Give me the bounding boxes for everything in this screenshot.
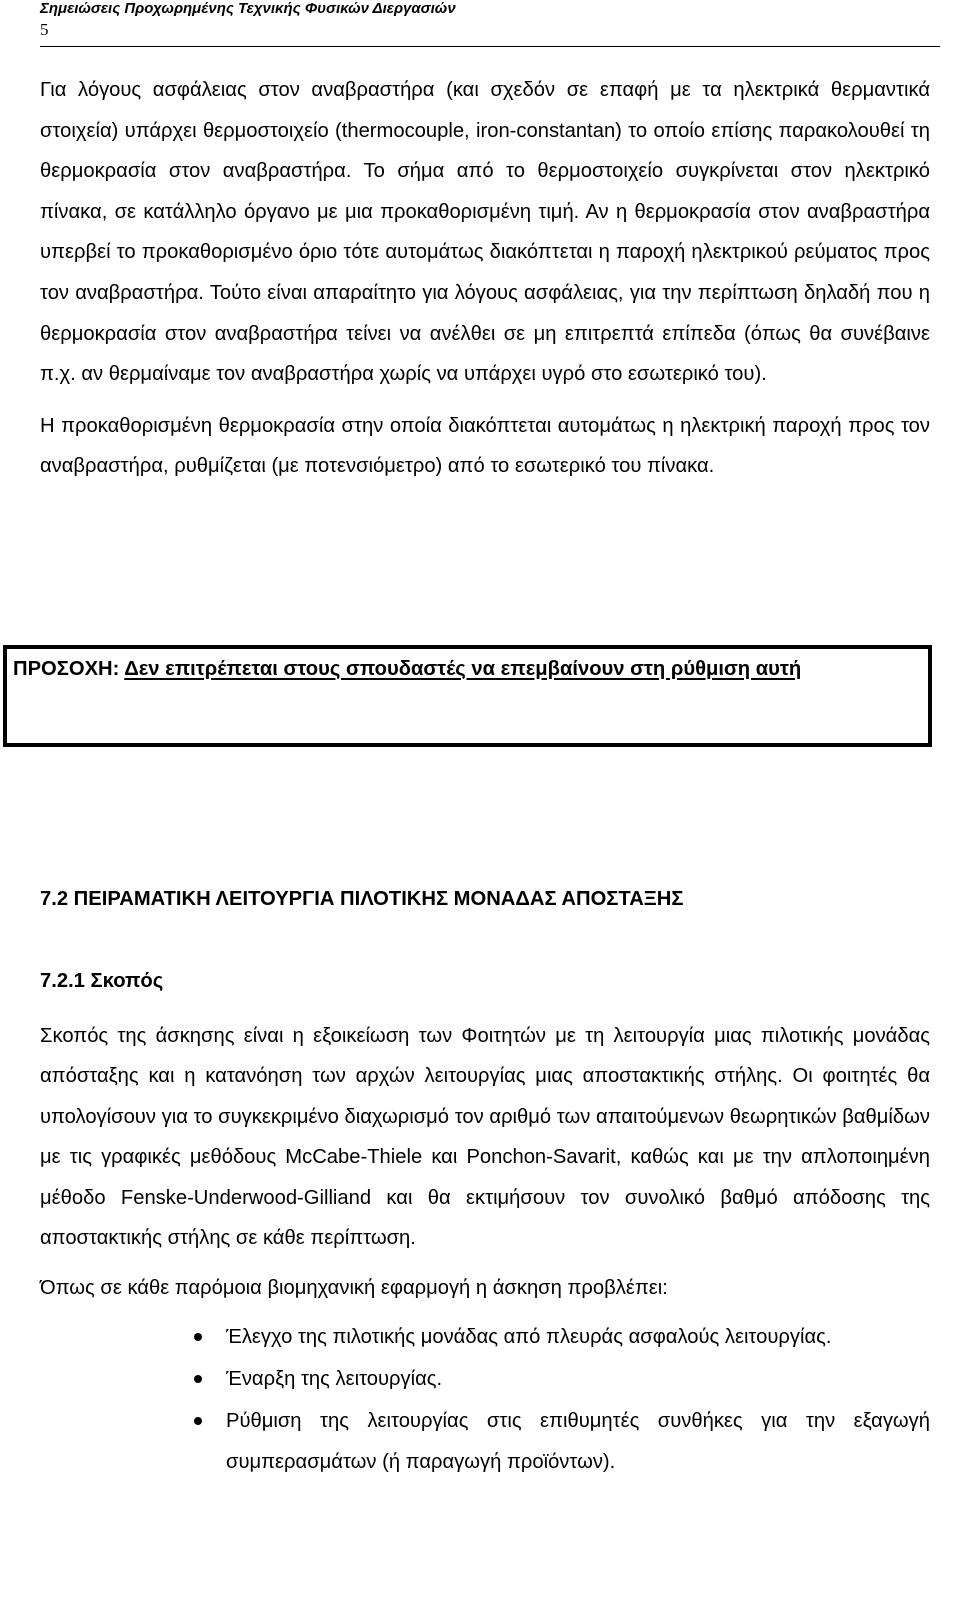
body-text bbox=[40, 70, 930, 512]
bullet-icon bbox=[194, 1417, 202, 1425]
warning-body: Δεν επιτρέπεται στους σπουδαστές να επεμβαίνουν στη ρύθμιση αυτή bbox=[124, 658, 802, 680]
purpose-section bbox=[40, 1016, 930, 1484]
bullet-list bbox=[40, 1317, 930, 1483]
list-item-text: Έναρξη της λειτουργίας. bbox=[226, 1367, 443, 1390]
section-heading: 7.2 ΠΕΙΡΑΜΑΤΙΚΗ ΛΕΙΤΟΥΡΓΙΑ ΠΙΛΟΤΙΚΗΣ ΜΟΝΑΔΑΣ ΑΠΟΣΤΑΞΗΣ bbox=[40, 888, 684, 910]
paragraph-safety-thermocouple: Για λόγους ασφάλειας στον αναβραστήρα (και σχεδόν σε επαφή με τα ηλεκτρικά θερμαντικά στοιχεία) υπάρχει θερμοστοιχείο (thermocouple, iron-constantan) το οποίο επίσης παρακολουθεί τη θερμοκρασία στον αναβραστήρα. Το σήμα από το θερμοστοιχείο συγκρίνεται στον ηλεκτρικό πίνακα, σε κατάλληλο όργανο με μια προκαθορισμένη τιμή. Αν η θερμοκρασία στον αναβραστήρα υπερβεί το προκαθορισμένο όριο τότε αυτομάτως διακόπτεται η παροχή ηλεκτρικού ρεύματος προς τον αναβραστήρα. Τούτο είναι απαραίτητο για λόγους ασφάλειας, για την περίπτωση δηλαδή που η θερμοκρασία στον αναβραστήρα τείνει να ανέλθει σε μη επιτρεπτά επίπεδα (όπως θα συνέβαινε π.χ. αν θερμαίναμε τον αναβραστήρα χωρίς να υπάρχει υγρό στο εσωτερικό του). bbox=[40, 79, 930, 386]
bullet-icon bbox=[194, 1333, 202, 1341]
paragraph-preset-temperature: Η προκαθορισμένη θερμοκρασία στην οποία διακόπτεται αυτομάτως η ηλεκτρική παροχή προς τον αναβραστήρα, ρυθμίζεται (με ποτενσιόμετρο) από το εσωτερικό του πίνακα. bbox=[40, 414, 930, 478]
warning-label: ΠΡΟΣΟΧΗ: bbox=[13, 658, 120, 680]
running-header bbox=[40, 0, 940, 47]
header-title: Σημειώσεις Προχωρημένης Τεχνικής Φυσικών Διεργασιών bbox=[40, 0, 456, 17]
list-intro: Όπως σε κάθε παρόμοια βιομηχανική εφαρμογή η άσκηση προβλέπει: bbox=[40, 1277, 668, 1300]
list-item-text: Ρύθμιση της λειτουργίας στις επιθυμητές συνθήκες για την εξαγωγή συμπερασμάτων (ή παραγωγή προϊόντων). bbox=[226, 1409, 930, 1473]
warning-box bbox=[3, 645, 932, 747]
bullet-icon bbox=[194, 1375, 202, 1383]
warning-text bbox=[13, 649, 898, 690]
list-item bbox=[40, 1359, 930, 1400]
purpose-paragraph: Σκοπός της άσκησης είναι η εξοικείωση των Φοιτητών με τη λειτουργία μιας πιλοτικής μονάδας απόσταξης και η κατανόηση των αρχών λειτουργίας μιας αποστακτικής στήλης. Οι φοιτητές θα υπολογίσουν για το συγκεκριμένο διαχωρισμό τον αριθμό των απαιτούμενων θεωρητικών βαθμίδων με τις γραφικές μεθόδους McCabe-Thiele και Ponchon-Savarit, καθώς και με την απλοποιημένη μέθοδο Fenske-Underwood-Gilliand και θα εκτιμήσουν τον συνολικό βαθμό απόδοσης της αποστακτικής στήλης σε κάθε περίπτωση. bbox=[40, 1025, 930, 1250]
subsection-heading: 7.2.1 Σκοπός bbox=[40, 970, 164, 992]
list-item bbox=[40, 1401, 930, 1483]
page-number: 5 bbox=[40, 20, 49, 39]
list-item-text: Έλεγχο της πιλοτικής μονάδας από πλευράς ασφαλούς λειτουργίας. bbox=[226, 1325, 832, 1348]
list-item bbox=[40, 1317, 930, 1358]
